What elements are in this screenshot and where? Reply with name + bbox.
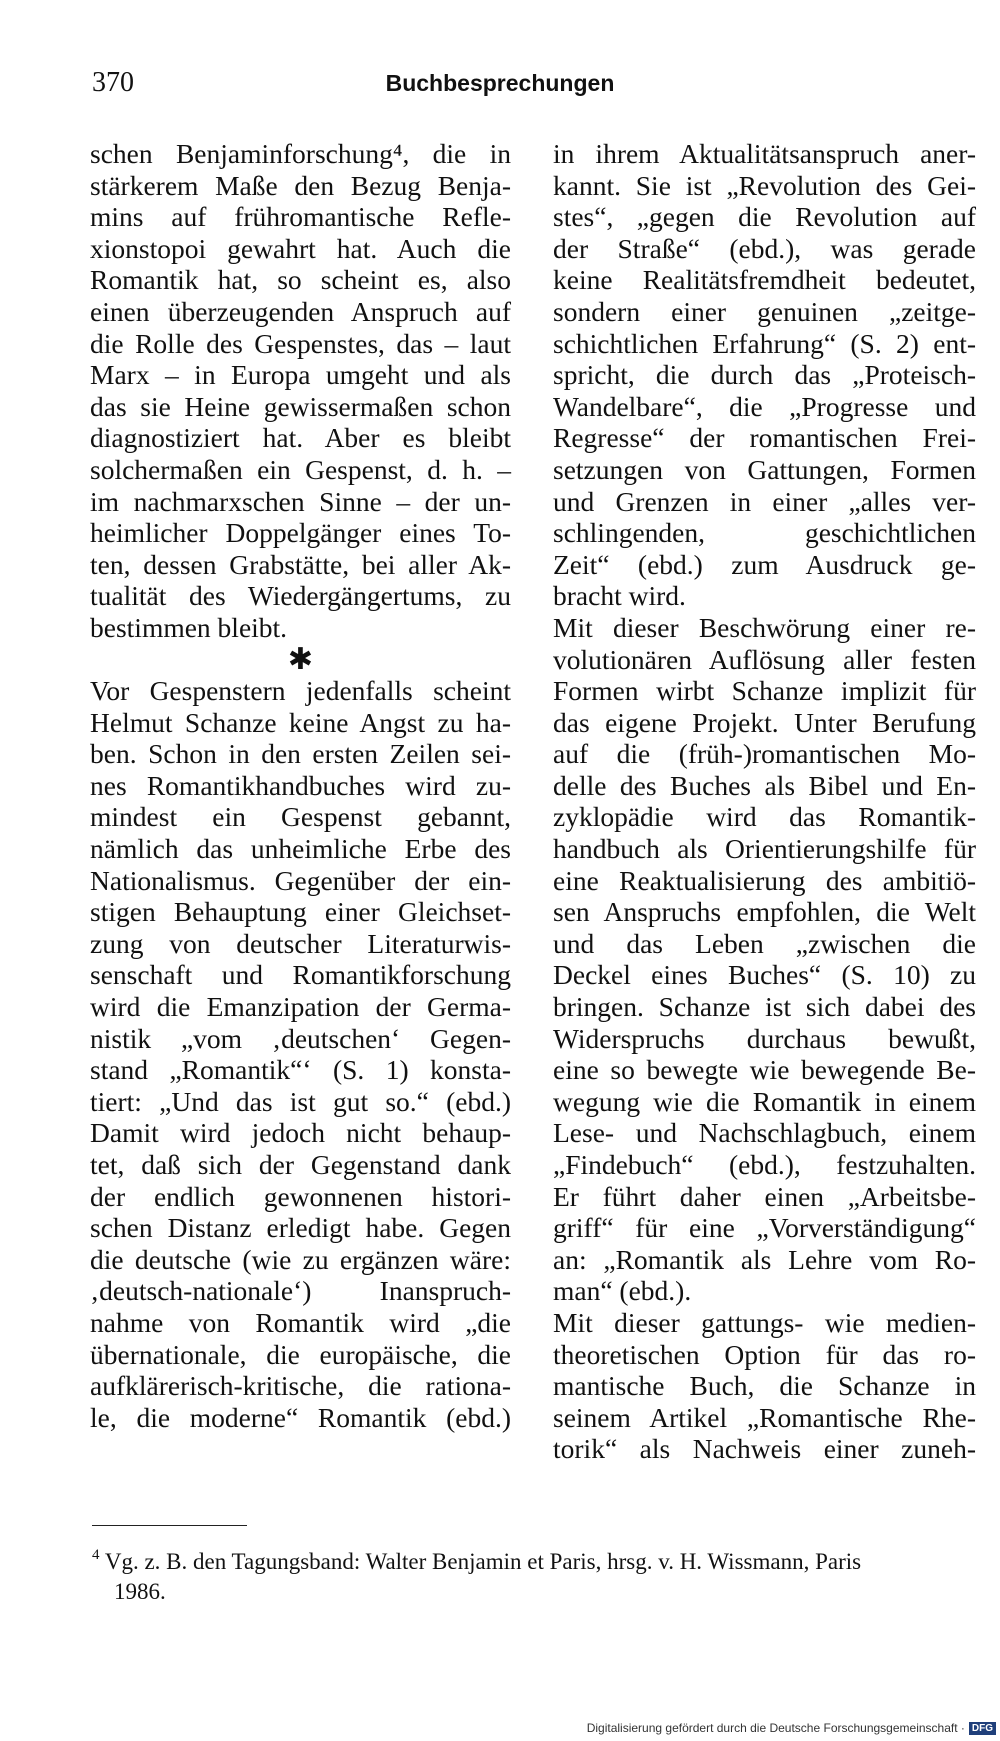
text-line: mindest ein Gespenst gebannt, [90, 801, 511, 833]
text-line: seinem Artikel „Romantische Rhe- [553, 1401, 976, 1433]
footnote-divider [92, 1525, 247, 1526]
text-line: der Straße“ (ebd.), was gerade [553, 232, 976, 264]
text-line: tet, daß sich der Gegenstand dank [90, 1149, 511, 1180]
text-line: Mit dieser Beschwörung einer re- [553, 611, 976, 643]
text-line: nes Romantikhandbuches wird zu- [90, 769, 511, 801]
footnote-marker: 4 [92, 1547, 100, 1563]
text-line: wegung wie die Romantik in einem [553, 1085, 976, 1117]
text-line: bringen. Schanze ist sich dabei des [553, 991, 976, 1023]
text-line: eine Reaktualisierung des ambitiö- [553, 864, 976, 896]
text-line: eine so bewegte wie bewegende Be- [553, 1054, 976, 1086]
text-line: spricht, die durch das „Proteisch- [553, 359, 976, 391]
text-line: und das Leben „zwischen die [553, 927, 976, 959]
section-divider-star: ✱ [287, 642, 314, 676]
text-line: stes“, „gegen die Revolution auf [553, 201, 976, 233]
text-line: ‚deutsch-nationale‘) Inanspruch- [90, 1275, 511, 1307]
text-line: Nationalismus. Gegenüber der ein- [90, 864, 511, 896]
text-line: Romantik hat, so scheint es, also [90, 264, 511, 296]
text-line: der endlich gewonnenen histori- [90, 1180, 511, 1212]
footnote-line [92, 1540, 976, 1577]
text-line: stigen Behauptung einer Gleichset- [90, 896, 511, 928]
text-line: auf die (früh-)romantischen Mo- [553, 738, 976, 770]
text-line: sen Anspruchs empfohlen, die Welt [553, 896, 976, 928]
text-line: nämlich das unheimliche Erbe des [90, 833, 511, 865]
text-line: schen Benjaminforschung⁴, die in [90, 138, 511, 169]
text-line: nistik „vom ‚deutschen‘ Gegen- [90, 1022, 511, 1054]
text-line: bracht wird. [553, 580, 686, 612]
text-line: Formen wirbt Schanze implizit für [553, 675, 976, 707]
text-line: griff“ für eine „Vorverständigung“ [553, 1212, 976, 1244]
text-line: ten, dessen Grabstätte, bei aller Ak- [90, 548, 511, 580]
text-line: handbuch als Orientierungshilfe für [553, 833, 976, 865]
text-line: ben. Schon in den ersten Zeilen sei- [90, 738, 511, 770]
text-line: an: „Romantik als Lehre vom Ro- [553, 1243, 976, 1275]
text-line: theoretischen Option für das ro- [553, 1338, 976, 1370]
text-line: senschaft und Romantikforschung [90, 959, 511, 991]
text-line: und Grenzen in einer „alles ver- [553, 485, 976, 517]
text-line: solchermaßen ein Gespenst, d. h. – [90, 453, 511, 485]
text-line: Mit dieser gattungs- wie medien- [553, 1306, 976, 1338]
text-line: zyklopädie wird das Romantik- [553, 801, 976, 833]
dfg-logo-icon: DFG [969, 1722, 996, 1735]
text-line: keine Realitätsfremdheit bedeutet, [553, 264, 976, 296]
text-line: setzungen von Gattungen, Formen [553, 453, 976, 485]
text-line: Marx – in Europa umgeht und als [90, 359, 511, 391]
text-line: Wandelbare“, die „Progresse und [553, 390, 976, 422]
text-line: zung von deutscher Literaturwis- [90, 927, 511, 959]
text-line: die deutsche (wie zu ergänzen wäre: [90, 1243, 511, 1275]
footnote [92, 1540, 976, 1607]
text-line: le, die moderne“ Romantik (ebd.) [90, 1401, 511, 1433]
text-line: übernationale, die europäische, die [90, 1338, 511, 1370]
text-line: Er führt daher einen „Arbeitsbe- [553, 1180, 976, 1212]
text-line: Vor Gespenstern jedenfalls scheint [90, 675, 511, 707]
text-line: mantische Buch, die Schanze in [553, 1370, 976, 1402]
text-line: einen überzeugenden Anspruch auf [90, 295, 511, 327]
text-line: Helmut Schanze keine Angst zu ha- [90, 706, 511, 738]
footnote-text: Vg. z. B. den Tagungsband: Walter Benjamin et Paris, hrsg. v. H. Wissmann, Paris [104, 1549, 862, 1574]
text-line: xionstopoi gewahrt hat. Auch die [90, 232, 511, 264]
left-column [90, 138, 511, 1433]
text-line: Deckel eines Buches“ (S. 10) zu [553, 959, 976, 991]
digitization-credit [587, 1721, 996, 1735]
text-line: das eigene Projekt. Unter Berufung [553, 706, 976, 738]
text-line: Zeit“ (ebd.) zum Ausdruck ge- [553, 548, 976, 580]
text-line: schen Distanz erledigt habe. Gegen [90, 1212, 511, 1244]
text-line: delle des Buches als Bibel und En- [553, 769, 976, 801]
right-column [553, 138, 976, 1465]
text-line: stärkerem Maße den Bezug Benja- [90, 169, 511, 201]
text-line: tualität des Wiedergängertums, zu [90, 580, 511, 612]
text-line: heimlicher Doppelgänger eines To- [90, 517, 511, 549]
text-line: das sie Heine gewissermaßen schon [90, 390, 511, 422]
text-line: Widerspruchs durchaus bewußt, [553, 1022, 976, 1054]
text-line: bestimmen bleibt. [90, 611, 288, 643]
footnote-text: 1986. [114, 1579, 166, 1604]
text-line: schichtlichen Erfahrung“ (S. 2) ent- [553, 327, 976, 359]
running-head: Buchbesprechungen [385, 70, 615, 96]
text-line: kannt. Sie ist „Revolution des Gei- [553, 169, 976, 201]
text-line: nahme von Romantik wird „die [90, 1306, 511, 1338]
credit-text: Digitalisierung gefördert durch die Deutsche Forschungsgemeinschaft · [586, 1721, 965, 1735]
text-line: „Findebuch“ (ebd.), festzuhalten. [553, 1149, 976, 1180]
text-line: in ihrem Aktualitätsanspruch aner- [553, 138, 976, 169]
text-line: stand „Romantik“‘ (S. 1) konsta- [90, 1054, 511, 1086]
text-line: torik“ als Nachweis einer zuneh- [553, 1433, 976, 1465]
text-line: mins auf frühromantische Refle- [90, 201, 511, 233]
text-line: volutionären Auflösung aller festen [553, 643, 976, 675]
text-line: schlingenden, geschichtlichen [553, 517, 976, 549]
text-line: die Rolle des Gespenstes, das – laut [90, 327, 511, 359]
text-line: man“ (ebd.). [553, 1275, 692, 1307]
page-number: 370 [92, 67, 134, 98]
text-line: tiert: „Und das ist gut so.“ (ebd.) [90, 1085, 511, 1117]
text-line: Regresse“ der romantischen Frei- [553, 422, 976, 454]
text-line: diagnostiziert hat. Aber es bleibt [90, 422, 511, 454]
text-line: Lese- und Nachschlagbuch, einem [553, 1117, 976, 1149]
text-line: Damit wird jedoch nicht behaup- [90, 1117, 511, 1149]
text-line: im nachmarxschen Sinne – der un- [90, 485, 511, 517]
text-line: sondern einer genuinen „zeitge- [553, 295, 976, 327]
text-line: aufklärerisch-kritische, die rationa- [90, 1370, 511, 1402]
text-line: wird die Emanzipation der Germa- [90, 991, 511, 1023]
